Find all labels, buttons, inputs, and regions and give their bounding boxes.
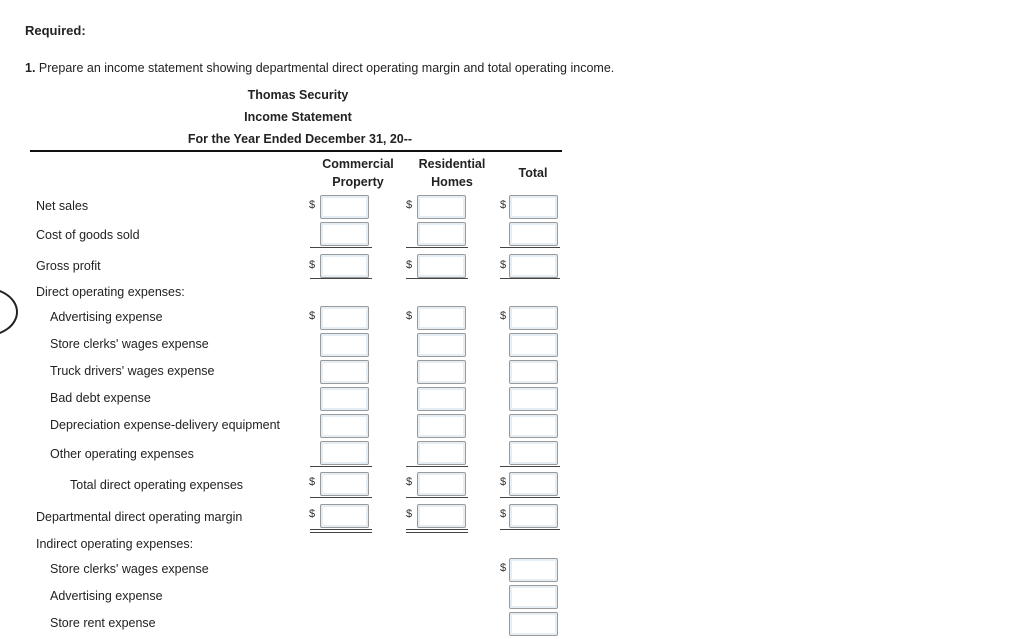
underline [406, 497, 468, 498]
column-header-line: Total [518, 166, 548, 180]
column-header-total [508, 164, 558, 182]
underline [310, 466, 372, 467]
side-circle-decoration [0, 287, 18, 337]
gross-profit-total-input[interactable] [509, 254, 558, 278]
row-label: Total direct operating expenses [70, 478, 244, 492]
dollar-sign: $ [309, 259, 316, 271]
column-header-residential [408, 155, 496, 191]
double-underline [310, 532, 372, 533]
other-expenses-total-input[interactable] [509, 441, 558, 465]
dollar-sign: $ [500, 562, 507, 574]
column-header-line: Commercial [322, 157, 394, 171]
dollar-sign: $ [500, 259, 507, 271]
row-label: Net sales [36, 199, 89, 213]
margin-total-input[interactable] [509, 504, 558, 528]
bad-debt-commercial-input[interactable] [320, 387, 369, 411]
clerks-wages-commercial-input[interactable] [320, 333, 369, 357]
section-label: Direct operating expenses: [36, 285, 185, 299]
double-underline [406, 532, 468, 533]
row-label: Truck drivers' wages expense [50, 364, 215, 378]
underline [500, 278, 560, 279]
column-header-line: Homes [431, 175, 473, 189]
dollar-sign: $ [406, 310, 413, 322]
total-direct-total-input[interactable] [509, 472, 558, 496]
indirect-clerks-wages-total-input[interactable] [509, 558, 558, 582]
depreciation-commercial-input[interactable] [320, 414, 369, 438]
underline [406, 466, 468, 467]
instruction-number: 1. [25, 61, 36, 75]
column-header-commercial [312, 155, 404, 191]
double-underline [310, 529, 372, 530]
row-label: Other operating expenses [50, 447, 194, 461]
clerks-wages-total-input[interactable] [509, 333, 558, 357]
column-header-line: Residential [418, 157, 486, 171]
dollar-sign: $ [309, 508, 316, 520]
clerks-wages-residential-input[interactable] [417, 333, 466, 357]
underline [310, 247, 372, 248]
underline [500, 497, 560, 498]
underline [500, 529, 560, 530]
dollar-sign: $ [406, 476, 413, 488]
underline [406, 247, 468, 248]
net-sales-residential-input[interactable] [417, 195, 466, 219]
total-direct-residential-input[interactable] [417, 472, 466, 496]
net-sales-total-input[interactable] [509, 195, 558, 219]
dollar-sign: $ [500, 476, 507, 488]
truck-wages-commercial-input[interactable] [320, 360, 369, 384]
truck-wages-total-input[interactable] [509, 360, 558, 384]
dollar-sign: $ [309, 199, 316, 211]
row-label: Store clerks' wages expense [50, 337, 209, 351]
row-label: Store clerks' wages expense [50, 562, 209, 576]
advertising-total-input[interactable] [509, 306, 558, 330]
row-label: Advertising expense [50, 589, 163, 603]
dollar-sign: $ [406, 508, 413, 520]
indirect-advertising-total-input[interactable] [509, 585, 558, 609]
other-expenses-residential-input[interactable] [417, 441, 466, 465]
instruction-text: Prepare an income statement showing departmental direct operating margin and total operating income. [38, 61, 615, 75]
gross-profit-commercial-input[interactable] [320, 254, 369, 278]
statement-period: For the Year Ended December 31, 20-- [187, 132, 413, 146]
depreciation-total-input[interactable] [509, 414, 558, 438]
total-direct-commercial-input[interactable] [320, 472, 369, 496]
underline [500, 466, 560, 467]
double-underline [406, 529, 468, 530]
dollar-sign: $ [500, 199, 507, 211]
dollar-sign: $ [309, 476, 316, 488]
other-expenses-commercial-input[interactable] [320, 441, 369, 465]
dollar-sign: $ [309, 310, 316, 322]
company-name: Thomas Security [247, 88, 349, 102]
underline [500, 247, 560, 248]
bad-debt-total-input[interactable] [509, 387, 558, 411]
dollar-sign: $ [500, 508, 507, 520]
dollar-sign: $ [406, 259, 413, 271]
row-label: Cost of goods sold [36, 228, 140, 242]
row-label: Store rent expense [50, 616, 156, 630]
instruction [25, 61, 614, 75]
cogs-total-input[interactable] [509, 222, 558, 246]
margin-residential-input[interactable] [417, 504, 466, 528]
dollar-sign: $ [500, 310, 507, 322]
truck-wages-residential-input[interactable] [417, 360, 466, 384]
dollar-sign: $ [406, 199, 413, 211]
row-label: Departmental direct operating margin [36, 510, 243, 524]
indirect-rent-total-input[interactable] [509, 612, 558, 636]
statement-title: Income Statement [244, 110, 352, 124]
cogs-residential-input[interactable] [417, 222, 466, 246]
column-header-line: Property [332, 175, 384, 189]
underline [310, 497, 372, 498]
row-label: Advertising expense [50, 310, 163, 324]
depreciation-residential-input[interactable] [417, 414, 466, 438]
cogs-commercial-input[interactable] [320, 222, 369, 246]
row-label: Gross profit [36, 259, 101, 273]
underline [406, 278, 468, 279]
header-rule [30, 150, 562, 152]
margin-commercial-input[interactable] [320, 504, 369, 528]
underline [310, 278, 372, 279]
required-heading: Required: [25, 23, 86, 38]
row-label: Depreciation expense-delivery equipment [50, 418, 280, 432]
advertising-residential-input[interactable] [417, 306, 466, 330]
advertising-commercial-input[interactable] [320, 306, 369, 330]
gross-profit-residential-input[interactable] [417, 254, 466, 278]
bad-debt-residential-input[interactable] [417, 387, 466, 411]
section-label: Indirect operating expenses: [36, 537, 194, 551]
net-sales-commercial-input[interactable] [320, 195, 369, 219]
row-label: Bad debt expense [50, 391, 151, 405]
